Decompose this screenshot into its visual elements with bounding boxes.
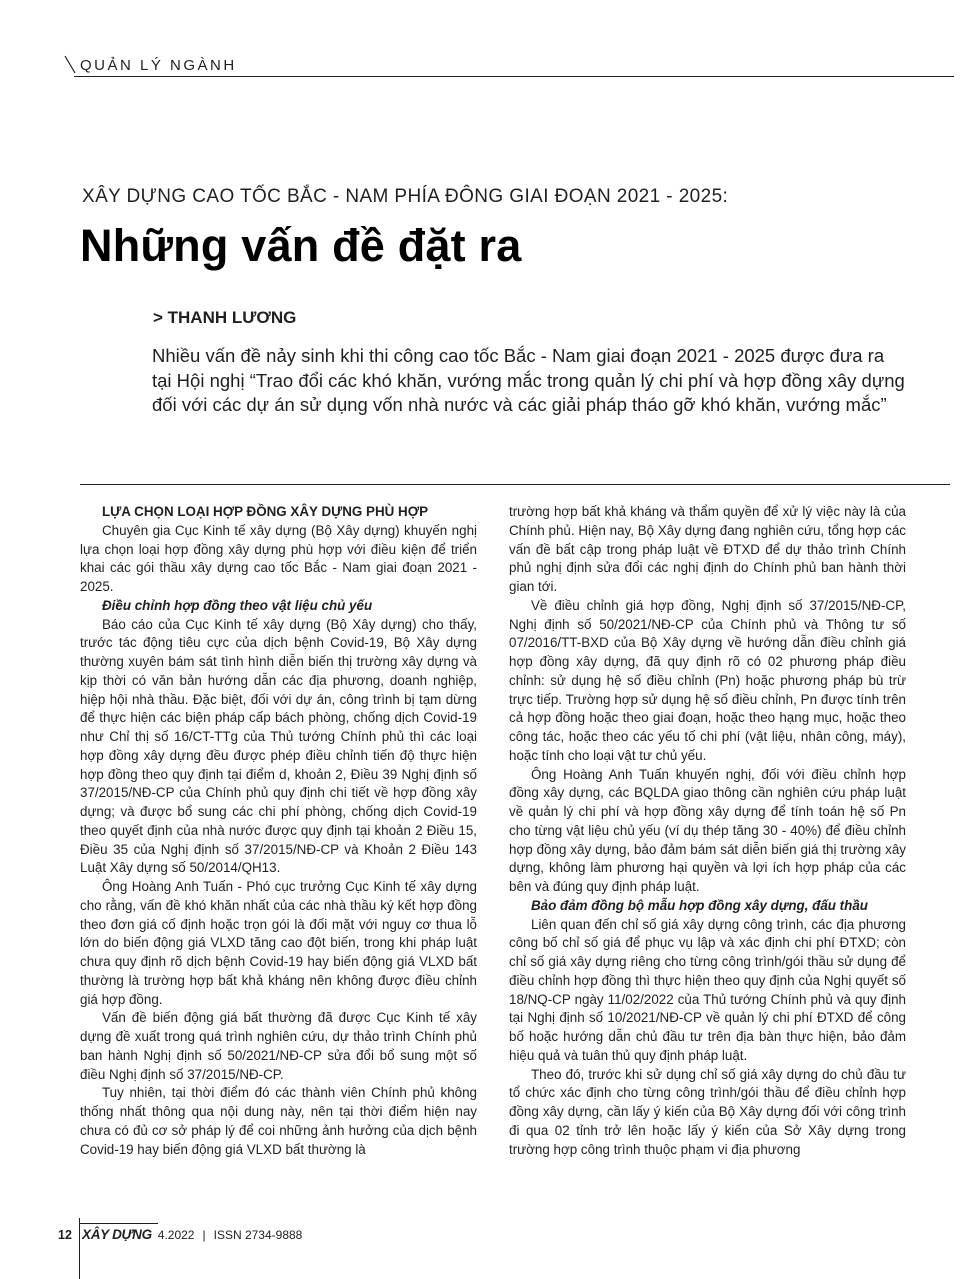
paragraph: Ông Hoàng Anh Tuấn khuyến nghị, đối với điều chỉnh hợp đồng xây dựng, các BQLDA giao thông cần nghiên cứu pháp luật về quản lý chi phí và hợp đồng xây dựng để tính toán hệ số Pn cho từng vật liệu chủ yếu (ví dụ thép tăng 30 - 40%) để điều chỉnh hợp đồng xây dựng, bảo đảm bám sát diễn biến giá thị trường xây dựng, không làm phương hại quyền và lợi ích hợp pháp của các bên và đúng quy định pháp luật.	[509, 766, 906, 894]
divider-rule	[80, 484, 950, 485]
page-number: 12	[58, 1227, 72, 1242]
article-kicker: XÂY DỰNG CAO TỐC BẮC - NAM PHÍA ĐÔNG GIAI ĐOẠN 2021 - 2025:	[82, 186, 729, 207]
paragraph: Theo đó, trước khi sử dụng chỉ số giá xây dựng do chủ đầu tư tổ chức xác định cho từng công trình/gói thầu để điều chỉnh hợp đồng xây dựng, cần lấy ý kiến của Bộ Xây dựng đối với công trình đi qua 02 tỉnh trở lên hoặc lấy ý kiến của Sở Xây dựng trong trường hợp công trình thuộc phạm vi địa phương	[509, 1066, 906, 1157]
paragraph: Về điều chỉnh giá hợp đồng, Nghị định số 37/2015/NĐ-CP, Nghị định số 50/2021/NĐ-CP của Chính phủ và Thông tư số 07/2016/TT-BXD của Bộ Xây dựng về hướng dẫn điều chỉnh giá hợp đồng xây dựng, đã quy định rõ có 02 phương pháp điều chỉnh: sử dụng hệ số điều chỉnh (Pn) hoặc phương pháp bù trừ trực tiếp. Trường hợp sử dụng hệ số điều chỉnh, Pn được tính trên cả hợp đồng hoặc theo giai đoạn, hoặc theo hạng mục, hoặc theo công tác, hoặc theo các yếu tố chi phí (vật liệu, nhân công, máy), hoặc tính cho loại vật tư chủ yếu.	[509, 597, 906, 763]
magazine-logo: XÂY DỰNG	[82, 1227, 152, 1242]
subheading: Điều chỉnh hợp đồng theo vật liệu chủ yếu	[102, 597, 373, 613]
header-rule	[74, 76, 954, 77]
section-heading: LỰA CHỌN LOẠI HỢP ĐỒNG XÂY DỰNG PHÙ HỢP	[102, 504, 429, 519]
article-sapo: Nhiều vấn đề nảy sinh khi thi công cao tốc Bắc - Nam giai đoạn 2021 - 2025 được đưa ra tại Hội nghị “Trao đổi các khó khăn, vướng mắc trong quản lý chi phí và hợp đồng xây dựng đối với các dự án sử dụng vốn nhà nước và các giải pháp tháo gỡ khó khăn, vướng mắc”	[152, 345, 905, 415]
issn-label: ISSN 2734-9888	[213, 1227, 303, 1242]
paragraph: Chuyên gia Cục Kinh tế xây dựng (Bộ Xây dựng) khuyến nghị lựa chọn loại hợp đồng xây dựng phù hợp với điều kiện để triển khai các gói thầu xây dựng cao tốc Bắc - Nam giai đoạn 2021 - 2025.	[80, 522, 477, 594]
body-column-right	[509, 503, 906, 1159]
issue-number: 4.2022	[157, 1227, 195, 1242]
section-header	[64, 54, 237, 74]
section-label: QUẢN LÝ NGÀNH	[80, 57, 237, 74]
footer-rule	[80, 1223, 158, 1224]
footer-separator: |	[202, 1227, 206, 1242]
paragraph: Báo cáo của Cục Kinh tế xây dựng (Bộ Xây dựng) cho thấy, trước tác động tiêu cực của dịch bệnh Covid-19, Bộ Xây dựng thường xuyên bám sát tình hình diễn biến thị trường xây dựng và kịp thời có văn bản hướng dẫn các địa phương, doanh nghiệp, hiệp hội nhà thầu. Đặc biệt, đối với dự án, công trình bị tạm dừng để thực hiện các biện pháp cấp bách phòng, chống dịch Covid-19 như Chỉ thị số 16/CT-TTg của Thủ tướng Chính phủ thì các loại hợp đồng xây dựng đều được phép điều chỉnh tiến độ thực hiện hợp đồng theo quy định tại điểm d, khoản 2, Điều 39 Nghị định số 37/2015/NĐ-CP của Chính phủ quy định chi tiết về hợp đồng xây dựng; và được bổ sung các chi phí phòng, chống dịch Covid-19 theo quyết định của nhà nước được quy định tại khoản 2 Điều 15, Điều 35 của Nghị định số 37/2015/NĐ-CP và Khoản 2 Điều 143 Luật Xây dựng số 50/2014/QH13.	[80, 616, 477, 876]
subheading: Bảo đảm đồng bộ mẫu hợp đồng xây dựng, đấu thầu	[531, 897, 868, 913]
paragraph: Liên quan đến chỉ số giá xây dựng công trình, các địa phương công bố chỉ số giá để phục vụ lập và xác định chi phí ĐTXD; còn chỉ số giá xây dựng riêng cho từng công trình/gói thầu sử dụng để điều chỉnh hợp đồng thì thực hiện theo quy định của Nghị quyết số 18/NQ-CP ngày 11/02/2022 của Thủ tướng Chính phủ và quy định tại Nghị định số 10/2021/NĐ-CP về quản lý chi phí ĐTXD để công bố hoặc hướng dẫn chủ đầu tư trên địa bàn thực hiện, bảo đảm hiệu quả và tuân thủ quy định pháp luật.	[509, 916, 906, 1063]
page-footer	[58, 1227, 302, 1242]
paragraph: Ông Hoàng Anh Tuấn - Phó cục trưởng Cục Kinh tế xây dựng cho rằng, vấn đề khó khăn nhất của các nhà thầu ký kết hợp đồng theo đơn giá cố định hoặc trọn gói là đối mặt với nguy cơ thua lỗ lớn do biến động giá VLXD tăng cao đột biến, trong khi pháp luật chưa quy định rõ dịch bệnh Covid-19 hay biến động giá VLXD bất thường là trường hợp bất khả kháng nên không được điều chỉnh giá hợp đồng.	[80, 879, 477, 1007]
paragraph: Tuy nhiên, tại thời điểm đó các thành viên Chính phủ không thống nhất thông qua nội dung này, nên tại thời điểm hiện nay chưa có đủ cơ sở pháp lý để coi những ảnh hưởng của dịch bệnh Covid-19 hay biến động giá VLXD bất thường là	[80, 1085, 477, 1157]
article-title: Những vấn đề đặt ra	[80, 220, 522, 271]
paragraph: Vấn đề biến động giá bất thường đã được Cục Kinh tế xây dựng đề xuất trong quá trình nghiên cứu, dự thảo trình Chính phủ ban hành Nghị định số 50/2021/NĐ-CP sửa đổi bổ sung một số điều Nghị định số 37/2015/NĐ-CP.	[80, 1010, 477, 1082]
section-slash-icon	[64, 54, 76, 74]
paragraph: trường hợp bất khả kháng và thẩm quyền để xử lý việc này là của Chính phủ. Hiện nay, Bộ Xây dựng đang nghiên cứu, tổng hợp các vấn đề bất cập trong pháp luật về ĐTXD để dự thảo trình Chính phủ nghị định sửa đổi các nghị định do Chính phủ ban hành thời gian tới.	[509, 504, 906, 594]
article-author: > THANH LƯƠNG	[153, 308, 297, 327]
body-column-left	[80, 503, 477, 1159]
